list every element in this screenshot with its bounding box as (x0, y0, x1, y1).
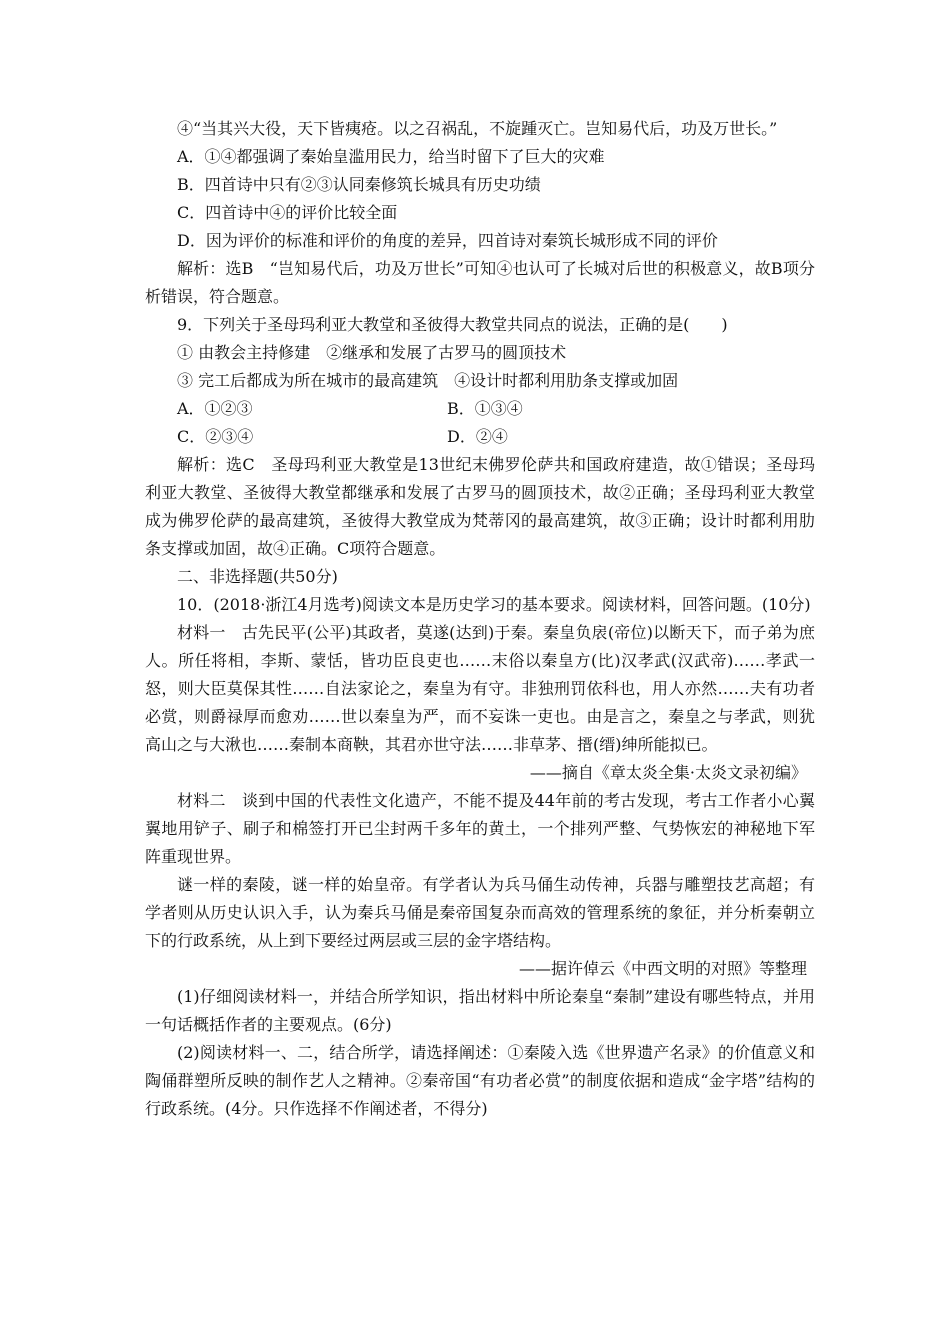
q9-option-b: B．①③④ (447, 399, 523, 418)
q9-option-c: C．②③④ (177, 427, 254, 446)
q8-poem-4: ④“当其兴大役，天下皆痍疮。以之召祸乱，不旋踵灭亡。岂知易代后，功及万世长。” (177, 119, 778, 138)
q10-stem: 10．(2018·浙江4月选考)阅读文本是历史学习的基本要求。阅读材料，回答问题。(10分) (177, 595, 811, 614)
q9-option-a: A．①②③ (177, 399, 253, 418)
q9-option-d: D．②④ (447, 427, 508, 446)
q10-subquestion-1: (1)仔细阅读材料一，并结合所学知识，指出材料中所论秦皇“秦制”建设有哪些特点，并用一句话概括作者的主要观点。(6分) (145, 987, 815, 1034)
q10-material-1: 材料一 古先民平(公平)其政者，莫遂(达到)于秦。秦皇负扆(帝位)以断天下，而子弟为庶人。所任将相，李斯、蒙恬，皆功臣良吏也……末俗以秦皇方(比)汉孝武(汉武帝)……孝武一怒，则大臣莫保其性……自法家论之，秦皇为有守。非独刑罚依科也，用人亦然……夫有功者必赏，则爵禄厚而愈劝……世以秦皇为严，而不妄诛一吏也。由是言之，秦皇之与孝武，则犹高山之与大湫也……秦制本商鞅，其君亦世守法……非草茅、搢(缙)绅所能拟已。 (145, 623, 815, 754)
q9-items-line-1: ① 由教会主持修建 ②继承和发展了古罗马的圆顶技术 (177, 343, 567, 362)
q9-options-row-1 (145, 395, 815, 423)
q9-items-line-2: ③ 完工后都成为所在城市的最高建筑 ④设计时都利用肋条支撑或加固 (177, 371, 679, 390)
q10-source-1: ——摘自《章太炎全集·太炎文录初编》 (529, 763, 807, 782)
q10-material-2a: 材料二 谈到中国的代表性文化遗产，不能不提及44年前的考古发现，考古工作者小心翼翼地用铲子、刷子和棉签打开已尘封两千多年的黄土，一个排列严整、气势恢宏的神秘地下军阵重现世界。 (145, 791, 815, 866)
q10-subquestion-2: (2)阅读材料一、二，结合所学，请选择阐述：①秦陵入选《世界遗产名录》的价值意义和陶俑群塑所反映的制作艺人之精神。②秦帝国“有功者必赏”的制度依据和造成“金字塔”结构的行政系统。(4分。只作选择不作阐述者，不得分) (145, 1043, 815, 1118)
document-page (145, 115, 815, 1123)
q9-options-row-2 (145, 423, 815, 451)
q8-option-c: C．四首诗中④的评价比较全面 (177, 203, 398, 222)
q10-source-2: ——据许倬云《中西文明的对照》等整理 (518, 959, 807, 978)
q8-option-d: D．因为评价的标准和评价的角度的差异，四首诗对秦筑长城形成不同的评价 (177, 231, 718, 250)
q10-material-2b: 谜一样的秦陵，谜一样的始皇帝。有学者认为兵马俑生动传神，兵器与雕塑技艺高超；有学者则从历史认识入手，认为秦兵马俑是秦帝国复杂而高效的管理系统的象征，并分析秦朝立下的行政系统，从上到下要经过两层或三层的金字塔结构。 (145, 875, 815, 950)
q9-analysis: 解析：选C 圣母玛利亚大教堂是13世纪末佛罗伦萨共和国政府建造，故①错误；圣母玛利亚大教堂、圣彼得大教堂都继承和发展了古罗马的圆顶技术，故②正确；圣母玛利亚大教堂成为佛罗伦萨的最高建筑，圣彼得大教堂成为梵蒂冈的最高建筑，故③正确；设计时都利用肋条支撑或加固，故④正确。C项符合题意。 (145, 455, 815, 558)
q8-option-a: A．①④都强调了秦始皇滥用民力，给当时留下了巨大的灾难 (177, 147, 605, 166)
q8-option-b: B．四首诗中只有②③认同秦修筑长城具有历史功绩 (177, 175, 541, 194)
section-heading: 二、非选择题(共50分) (177, 567, 338, 586)
q9-stem: 9．下列关于圣母玛利亚大教堂和圣彼得大教堂共同点的说法，正确的是( ) (177, 315, 728, 334)
q8-analysis: 解析：选B “岂知易代后，功及万世长”可知④也认可了长城对后世的积极意义，故B项分析错误，符合题意。 (145, 259, 815, 306)
